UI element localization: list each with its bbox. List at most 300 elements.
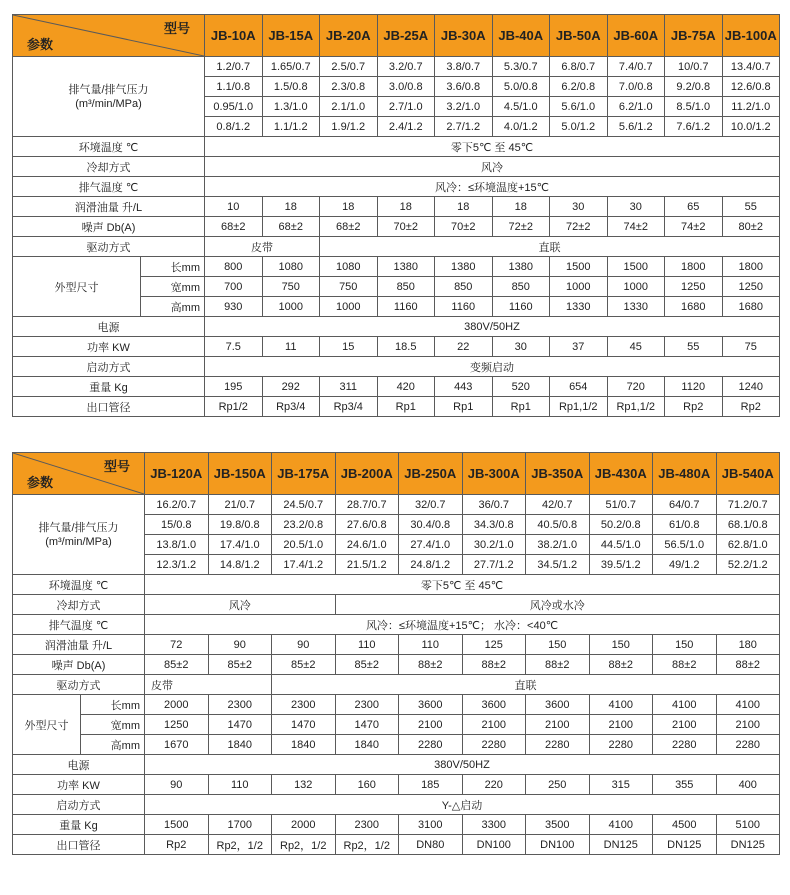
outlet-cell: DN125 [716,835,780,855]
width-cell: 1250 [145,715,209,735]
width-cell: 850 [377,277,435,297]
power-cell: 220 [462,775,526,795]
outlet-cell: DN125 [589,835,653,855]
flow-cell: 2.3/0.8 [320,77,378,97]
width-cell: 700 [205,277,263,297]
weight-cell: 2300 [335,815,399,835]
outlet-cell: Rp1 [377,397,435,417]
drive-label: 驱动方式 [13,675,145,695]
flow-cell: 0.8/1.2 [205,117,263,137]
outlet-cell: Rp2，1/2 [335,835,399,855]
flow-cell: 5.6/1.2 [607,117,665,137]
power-cell: 400 [716,775,780,795]
flow-cell: 24.6/1.0 [335,535,399,555]
model-name: JB-30A [435,15,493,57]
weight-cell: 4100 [589,815,653,835]
flow-cell: 8.5/1.0 [665,97,723,117]
ambient-value: 零下5℃ 至 45℃ [145,575,780,595]
width-cell: 750 [320,277,378,297]
height-cell: 1160 [377,297,435,317]
length-cell: 800 [205,257,263,277]
flow-cell: 4.0/1.2 [492,117,550,137]
flow-cell: 3.8/0.7 [435,57,493,77]
start-value: Y-△启动 [145,795,780,815]
power-cell: 7.5 [205,337,263,357]
outlet-cell: Rp2 [145,835,209,855]
length-cell: 1500 [550,257,608,277]
flow-cell: 6.8/0.7 [550,57,608,77]
flow-cell: 6.2/1.0 [607,97,665,117]
flow-cell: 61/0.8 [653,515,717,535]
weight-cell: 1120 [665,377,723,397]
spec-table-2 [12,452,780,855]
height-cell: 930 [205,297,263,317]
flow-cell: 3.0/0.8 [377,77,435,97]
weight-cell: 3500 [526,815,590,835]
flow-cell: 5.6/1.0 [550,97,608,117]
width-label: 宽mm [81,715,145,735]
power-cell: 110 [208,775,272,795]
outlet-cell: Rp2，1/2 [272,835,336,855]
exhaust-value: 风冷：≤环境温度+15℃ [205,177,780,197]
width-cell: 2100 [589,715,653,735]
model-name: JB-480A [653,453,717,495]
flow-cell: 24.8/1.2 [399,555,463,575]
power-cell: 30 [492,337,550,357]
oil-cell: 18 [435,197,493,217]
flow-cell: 27.4/1.0 [399,535,463,555]
outlet-cell: Rp1,1/2 [607,397,665,417]
power-cell: 55 [665,337,723,357]
power-label: 功率 KW [13,775,145,795]
width-cell: 2100 [462,715,526,735]
model-name: JB-300A [462,453,526,495]
weight-cell: 195 [205,377,263,397]
flow-cell: 1.65/0.7 [262,57,320,77]
exhaust-value: 风冷：≤环境温度+15℃； 水冷：<40℃ [145,615,780,635]
width-cell: 2100 [716,715,780,735]
height-cell: 1000 [320,297,378,317]
outlet-cell: DN80 [399,835,463,855]
noise-label: 噪声 Db(A) [13,655,145,675]
noise-label: 噪声 Db(A) [13,217,205,237]
flow-cell: 1.1/0.8 [205,77,263,97]
height-cell: 1160 [492,297,550,317]
width-cell: 2100 [399,715,463,735]
flow-cell: 13.8/1.0 [145,535,209,555]
start-label: 启动方式 [13,357,205,377]
width-cell: 1470 [335,715,399,735]
flow-cell: 56.5/1.0 [653,535,717,555]
flow-cell: 50.2/0.8 [589,515,653,535]
noise-cell: 88±2 [653,655,717,675]
height-cell: 2280 [462,735,526,755]
header-row [13,453,780,495]
length-cell: 2300 [335,695,399,715]
width-cell: 1470 [272,715,336,735]
weight-cell: 520 [492,377,550,397]
length-label: 长mm [81,695,145,715]
spec-table-1 [12,14,780,417]
flow-cell: 38.2/1.0 [526,535,590,555]
weight-cell: 654 [550,377,608,397]
flow-cell: 71.2/0.7 [716,495,780,515]
model-name: JB-20A [320,15,378,57]
flow-cell: 7.4/0.7 [607,57,665,77]
length-cell: 1080 [262,257,320,277]
width-cell: 1000 [550,277,608,297]
model-name: JB-40A [492,15,550,57]
noise-cell: 88±2 [526,655,590,675]
drive-belt: 皮带 [205,237,320,257]
length-cell: 1500 [607,257,665,277]
oil-cell: 180 [716,635,780,655]
start-value: 变频启动 [205,357,780,377]
model-name: JB-150A [208,453,272,495]
ambient-label: 环境温度 ℃ [13,575,145,595]
weight-cell: 311 [320,377,378,397]
param-header-label: 参数 [27,37,54,52]
flow-cell: 39.5/1.2 [589,555,653,575]
drive-direct: 直联 [320,237,780,257]
size-label: 外型尺寸 [13,695,81,755]
noise-cell: 80±2 [722,217,780,237]
noise-cell: 88±2 [589,655,653,675]
length-cell: 3600 [526,695,590,715]
model-name: JB-10A [205,15,263,57]
height-cell: 1330 [550,297,608,317]
flow-unit-text: (m³/min/MPa) [75,97,142,110]
height-cell: 1680 [665,297,723,317]
flow-cell: 2.1/1.0 [320,97,378,117]
oil-cell: 30 [607,197,665,217]
length-cell: 1380 [492,257,550,277]
height-cell: 2280 [589,735,653,755]
length-cell: 2000 [145,695,209,715]
power-cell: 11 [262,337,320,357]
flow-cell: 24.5/0.7 [272,495,336,515]
weight-cell: 5100 [716,815,780,835]
flow-cell: 5.0/0.8 [492,77,550,97]
height-cell: 2280 [716,735,780,755]
outlet-cell: Rp3/4 [320,397,378,417]
oil-cell: 65 [665,197,723,217]
width-cell: 1470 [208,715,272,735]
flow-cell: 12.3/1.2 [145,555,209,575]
corner-cell [13,453,145,495]
weight-cell: 2000 [272,815,336,835]
flow-cell: 49/1.2 [653,555,717,575]
outlet-label: 出口管径 [13,835,145,855]
flow-cell: 2.4/1.2 [377,117,435,137]
width-cell: 1000 [607,277,665,297]
flow-cell: 4.5/1.0 [492,97,550,117]
flow-cell: 36/0.7 [462,495,526,515]
flow-cell: 1.1/1.2 [262,117,320,137]
flow-cell: 40.5/0.8 [526,515,590,535]
oil-cell: 72 [145,635,209,655]
flow-cell: 28.7/0.7 [335,495,399,515]
exhaust-label: 排气温度 ℃ [13,177,205,197]
flow-label [13,57,205,137]
ambient-label: 环境温度 ℃ [13,137,205,157]
drive-belt: 皮带 [145,675,272,695]
noise-cell: 70±2 [435,217,493,237]
model-header-label: 型号 [103,459,130,474]
model-name: JB-25A [377,15,435,57]
flow-label-text: 排气量/排气压力 [68,83,149,96]
height-cell: 1840 [335,735,399,755]
length-cell: 1080 [320,257,378,277]
power-cell: 250 [526,775,590,795]
cooling-label: 冷却方式 [13,157,205,177]
height-cell: 1670 [145,735,209,755]
width-cell: 1250 [665,277,723,297]
outlet-cell: Rp1/2 [205,397,263,417]
flow-cell: 19.8/0.8 [208,515,272,535]
power-label: 功率 KW [13,337,205,357]
oil-cell: 55 [722,197,780,217]
length-cell: 2300 [208,695,272,715]
flow-cell: 42/0.7 [526,495,590,515]
flow-cell: 1.2/0.7 [205,57,263,77]
power-cell: 37 [550,337,608,357]
length-cell: 4100 [653,695,717,715]
oil-cell: 125 [462,635,526,655]
length-cell: 3600 [399,695,463,715]
model-header-label: 型号 [163,21,190,36]
height-cell: 1840 [208,735,272,755]
oil-label: 润滑油量 升/L [13,197,205,217]
power-cell: 185 [399,775,463,795]
flow-cell: 34.5/1.2 [526,555,590,575]
width-label: 宽mm [141,277,205,297]
outlet-cell: DN100 [462,835,526,855]
width-cell: 2100 [653,715,717,735]
noise-cell: 68±2 [205,217,263,237]
oil-cell: 150 [653,635,717,655]
flow-cell: 68.1/0.8 [716,515,780,535]
flow-cell: 52.2/1.2 [716,555,780,575]
flow-cell: 17.4/1.2 [272,555,336,575]
flow-cell: 17.4/1.0 [208,535,272,555]
flow-cell: 20.5/1.0 [272,535,336,555]
model-name: JB-350A [526,453,590,495]
flow-cell: 0.95/1.0 [205,97,263,117]
noise-cell: 68±2 [262,217,320,237]
weight-cell: 292 [262,377,320,397]
length-cell: 2300 [272,695,336,715]
noise-cell: 72±2 [550,217,608,237]
flow-cell: 10.0/1.2 [722,117,780,137]
weight-cell: 4500 [653,815,717,835]
outlet-label: 出口管径 [13,397,205,417]
power-cell: 132 [272,775,336,795]
flow-cell: 21.5/1.2 [335,555,399,575]
power-cell: 75 [722,337,780,357]
flow-cell: 51/0.7 [589,495,653,515]
flow-label [13,495,145,575]
height-cell: 1160 [435,297,493,317]
flow-cell: 32/0.7 [399,495,463,515]
cooling-value: 风冷 [205,157,780,177]
flow-cell: 6.2/0.8 [550,77,608,97]
flow-cell: 1.3/1.0 [262,97,320,117]
length-cell: 1380 [435,257,493,277]
oil-cell: 18 [262,197,320,217]
model-name: JB-250A [399,453,463,495]
ambient-value: 零下5℃ 至 45℃ [205,137,780,157]
length-cell: 4100 [716,695,780,715]
length-cell: 1800 [665,257,723,277]
height-cell: 2280 [399,735,463,755]
length-label: 长mm [141,257,205,277]
width-cell: 1250 [722,277,780,297]
power-source-value: 380V/50HZ [205,317,780,337]
flow-cell: 15/0.8 [145,515,209,535]
power-cell: 160 [335,775,399,795]
flow-cell: 27.6/0.8 [335,515,399,535]
flow-cell: 11.2/1.0 [722,97,780,117]
cooling-air: 风冷 [145,595,336,615]
flow-cell: 23.2/0.8 [272,515,336,535]
weight-label: 重量 Kg [13,815,145,835]
flow-cell: 34.3/0.8 [462,515,526,535]
model-name: JB-100A [722,15,780,57]
power-cell: 18.5 [377,337,435,357]
oil-cell: 110 [399,635,463,655]
height-cell: 1680 [722,297,780,317]
oil-cell: 150 [526,635,590,655]
weight-label: 重量 Kg [13,377,205,397]
model-name: JB-50A [550,15,608,57]
height-label: 高mm [81,735,145,755]
corner-cell [13,15,205,57]
cooling-label: 冷却方式 [13,595,145,615]
flow-cell: 3.2/0.7 [377,57,435,77]
outlet-cell: Rp1,1/2 [550,397,608,417]
flow-cell: 7.6/1.2 [665,117,723,137]
length-cell: 1800 [722,257,780,277]
model-name: JB-175A [272,453,336,495]
model-name: JB-75A [665,15,723,57]
flow-cell: 3.6/0.8 [435,77,493,97]
flow-cell: 3.2/1.0 [435,97,493,117]
noise-cell: 85±2 [335,655,399,675]
length-cell: 4100 [589,695,653,715]
oil-cell: 90 [208,635,272,655]
flow-cell: 2.7/1.2 [435,117,493,137]
power-cell: 15 [320,337,378,357]
length-cell: 1380 [377,257,435,277]
width-cell: 2100 [526,715,590,735]
noise-cell: 85±2 [208,655,272,675]
flow-cell: 10/0.7 [665,57,723,77]
power-cell: 355 [653,775,717,795]
weight-cell: 443 [435,377,493,397]
noise-cell: 72±2 [492,217,550,237]
exhaust-label: 排气温度 ℃ [13,615,145,635]
oil-cell: 90 [272,635,336,655]
flow-cell: 62.8/1.0 [716,535,780,555]
width-cell: 850 [435,277,493,297]
oil-cell: 10 [205,197,263,217]
flow-cell: 14.8/1.2 [208,555,272,575]
cooling-water: 风冷或水冷 [335,595,780,615]
oil-cell: 18 [492,197,550,217]
noise-cell: 85±2 [272,655,336,675]
size-label: 外型尺寸 [13,257,141,317]
power-cell: 315 [589,775,653,795]
flow-cell: 30.4/0.8 [399,515,463,535]
model-name: JB-120A [145,453,209,495]
flow-cell: 7.0/0.8 [607,77,665,97]
oil-cell: 18 [320,197,378,217]
noise-cell: 88±2 [716,655,780,675]
weight-cell: 420 [377,377,435,397]
flow-cell: 64/0.7 [653,495,717,515]
param-header-label: 参数 [27,475,54,490]
weight-cell: 3100 [399,815,463,835]
noise-cell: 88±2 [462,655,526,675]
noise-cell: 85±2 [145,655,209,675]
height-cell: 1840 [272,735,336,755]
weight-cell: 720 [607,377,665,397]
weight-cell: 1240 [722,377,780,397]
outlet-cell: Rp3/4 [262,397,320,417]
model-name: JB-200A [335,453,399,495]
outlet-cell: Rp2，1/2 [208,835,272,855]
outlet-cell: DN100 [526,835,590,855]
drive-label: 驱动方式 [13,237,205,257]
start-label: 启动方式 [13,795,145,815]
model-name: JB-15A [262,15,320,57]
weight-cell: 3300 [462,815,526,835]
model-name: JB-540A [716,453,780,495]
power-source-value: 380V/50HZ [145,755,780,775]
flow-cell: 5.3/0.7 [492,57,550,77]
height-label: 高mm [141,297,205,317]
outlet-cell: Rp2 [665,397,723,417]
noise-cell: 88±2 [399,655,463,675]
flow-cell: 12.6/0.8 [722,77,780,97]
weight-cell: 1500 [145,815,209,835]
flow-cell: 1.5/0.8 [262,77,320,97]
oil-cell: 18 [377,197,435,217]
outlet-cell: Rp2 [722,397,780,417]
flow-cell: 30.2/1.0 [462,535,526,555]
power-source-label: 电源 [13,317,205,337]
length-cell: 3600 [462,695,526,715]
oil-cell: 110 [335,635,399,655]
flow-cell: 21/0.7 [208,495,272,515]
flow-cell: 27.7/1.2 [462,555,526,575]
width-cell: 850 [492,277,550,297]
flow-cell: 2.7/1.0 [377,97,435,117]
power-cell: 90 [145,775,209,795]
weight-cell: 1700 [208,815,272,835]
power-cell: 22 [435,337,493,357]
model-name: JB-60A [607,15,665,57]
header-row [13,15,780,57]
oil-label: 润滑油量 升/L [13,635,145,655]
flow-cell: 44.5/1.0 [589,535,653,555]
flow-cell: 9.2/0.8 [665,77,723,97]
drive-direct: 直联 [272,675,780,695]
oil-cell: 150 [589,635,653,655]
outlet-cell: Rp1 [492,397,550,417]
height-cell: 2280 [526,735,590,755]
